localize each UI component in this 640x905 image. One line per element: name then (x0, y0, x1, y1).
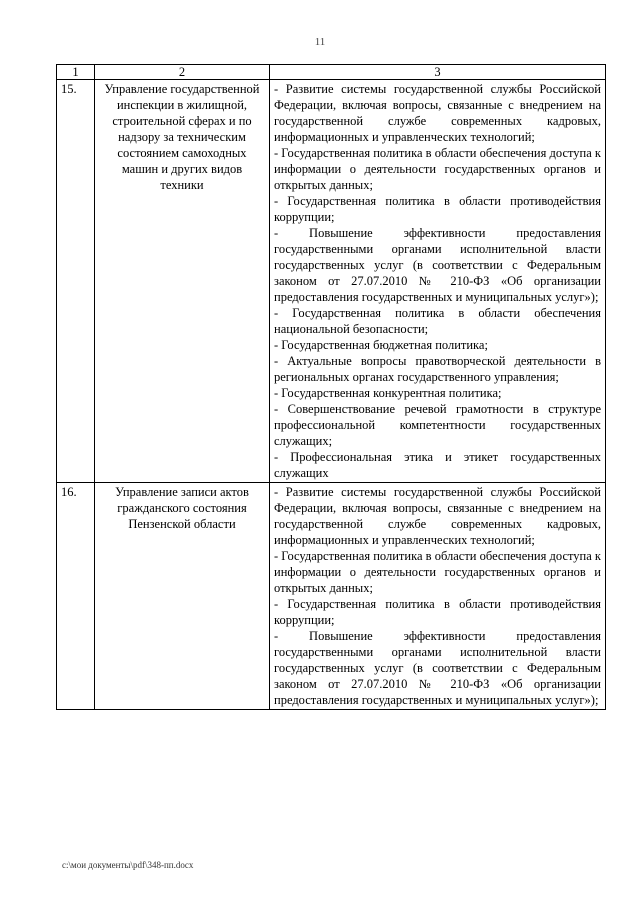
organization-name: Управление записи актов гражданского состояния Пензенской области (95, 483, 270, 710)
file-path-footer: c:\мои документы\pdf\348-пп.docx (62, 860, 194, 870)
topic-item: - Государственная бюджетная политика; (274, 338, 488, 352)
topic-item: - Государственная политика в области обеспечения доступа к информации о деятельности государственных органов и открытых данных; (274, 549, 601, 595)
table-row (57, 80, 606, 483)
topic-item: - Государственная политика в области противодействия коррупции; (274, 194, 601, 224)
topics-cell (270, 80, 606, 483)
row-number: 15. (57, 80, 95, 483)
topic-item: - Профессиональная этика и этикет государственных служащих (274, 450, 601, 480)
column-header-1: 1 (57, 65, 95, 80)
table-header-row (57, 65, 606, 80)
topic-item: - Актуальные вопросы правотворческой деятельности в региональных органах государственного управления; (274, 354, 601, 384)
topic-item: - Государственная политика в области противодействия коррупции; (274, 597, 601, 627)
organization-name: Управление государственной инспекции в жилищной, строительной сферах и по надзору за техническим состоянием самоходных машин и других видов техники (95, 80, 270, 483)
topic-item: - Развитие системы государственной службы Российской Федерации, включая вопросы, связанные с внедрением на государственной службе современных кадровых, информационных и управленческих технологий; (274, 485, 601, 547)
topic-item: - Повышение эффективности предоставления государственными органами исполнительной власти государственных услуг (в соответствии с Федеральным законом от 27.07.2010 № 210-ФЗ «Об организации предоставления государственных и муниципальных услуг»); (274, 226, 601, 304)
page-number: 11 (314, 36, 326, 48)
column-header-3: 3 (270, 65, 606, 80)
topics-table (56, 64, 606, 710)
topic-item: - Государственная политика в области обеспечения доступа к информации о деятельности государственных органов и открытых данных; (274, 146, 601, 192)
topic-item: - Развитие системы государственной службы Российской Федерации, включая вопросы, связанные с внедрением на государственной службе современных кадровых, информационных и управленческих технологий; (274, 82, 601, 144)
topics-cell (270, 483, 606, 710)
table-row (57, 483, 606, 710)
topic-item: - Повышение эффективности предоставления государственными органами исполнительной власти государственных услуг (в соответствии с Федеральным законом от 27.07.2010 № 210-ФЗ «Об организации предоставления государственных и муниципальных услуг»); (274, 629, 601, 707)
row-number: 16. (57, 483, 95, 710)
column-header-2: 2 (95, 65, 270, 80)
topic-item: - Государственная конкурентная политика; (274, 386, 502, 400)
topic-item: - Совершенствование речевой грамотности в структуре профессиональной компетентности государственных служащих; (274, 402, 601, 448)
topic-item: - Государственная политика в области обеспечения национальной безопасности; (274, 306, 601, 336)
